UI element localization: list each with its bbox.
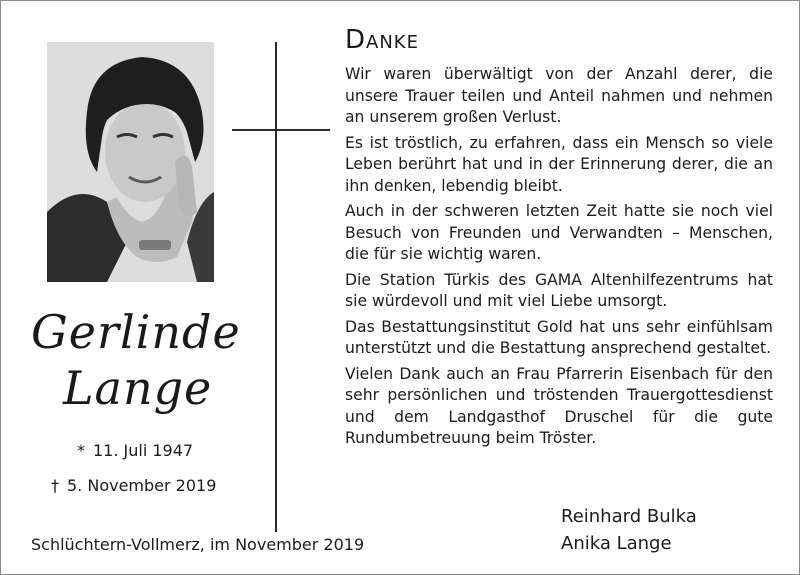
thanks-heading: Danke bbox=[345, 25, 419, 55]
birth-date-line bbox=[77, 441, 193, 460]
signatory-name: Anika Lange bbox=[561, 533, 672, 554]
birth-star-icon: * bbox=[77, 441, 85, 460]
paragraph: Das Bestattungsinstitut Gold hat uns sehr einfühlsam unterstützt und die Bestattung ansprechend gestaltet. bbox=[345, 317, 773, 357]
deceased-first-name: Gerlinde bbox=[31, 305, 241, 359]
portrait-illustration bbox=[47, 42, 214, 282]
paragraph: Vielen Dank auch an Frau Pfarrerin Eisenbach für den sehr persönlichen und tröstenden Trauergottesdienst und dem Landgasthof Druschel für die gute Rundumbetreuung beim Tröster. bbox=[345, 364, 773, 447]
signatory-name: Reinhard Bulka bbox=[561, 506, 697, 527]
death-date: 5. November 2019 bbox=[67, 476, 217, 495]
death-cross-icon: † bbox=[51, 476, 59, 495]
thanks-text bbox=[345, 64, 773, 454]
paragraph: Die Station Türkis des GAMA Altenhilfezentrums hat sie würdevoll und mit viel Liebe umsorgt. bbox=[345, 270, 773, 310]
paragraph: Wir waren überwältigt von der Anzahl derer, die unsere Trauer teilen und Anteil nahmen und nehmen an unserem großen Verlust. bbox=[345, 65, 773, 126]
deceased-last-name: Lange bbox=[63, 361, 213, 415]
portrait-photo bbox=[47, 42, 214, 282]
death-date-line bbox=[51, 476, 216, 495]
cross-vertical-bar bbox=[275, 42, 277, 532]
birth-date: 11. Juli 1947 bbox=[93, 441, 194, 460]
paragraph: Es ist tröstlich, zu erfahren, dass ein Mensch so viele Leben berührt hat und in der Erinnerung derer, die an ihn denken, lebendig bleibt. bbox=[345, 133, 773, 195]
cross-horizontal-bar bbox=[232, 129, 330, 131]
place-and-date: Schlüchtern-Vollmerz, im November 2019 bbox=[31, 535, 365, 554]
paragraph: Auch in der schweren letzten Zeit hatte sie noch viel Besuch von Freunden und Verwandten – Menschen, die für sie wichtig waren. bbox=[345, 202, 773, 263]
signatories bbox=[561, 503, 697, 557]
